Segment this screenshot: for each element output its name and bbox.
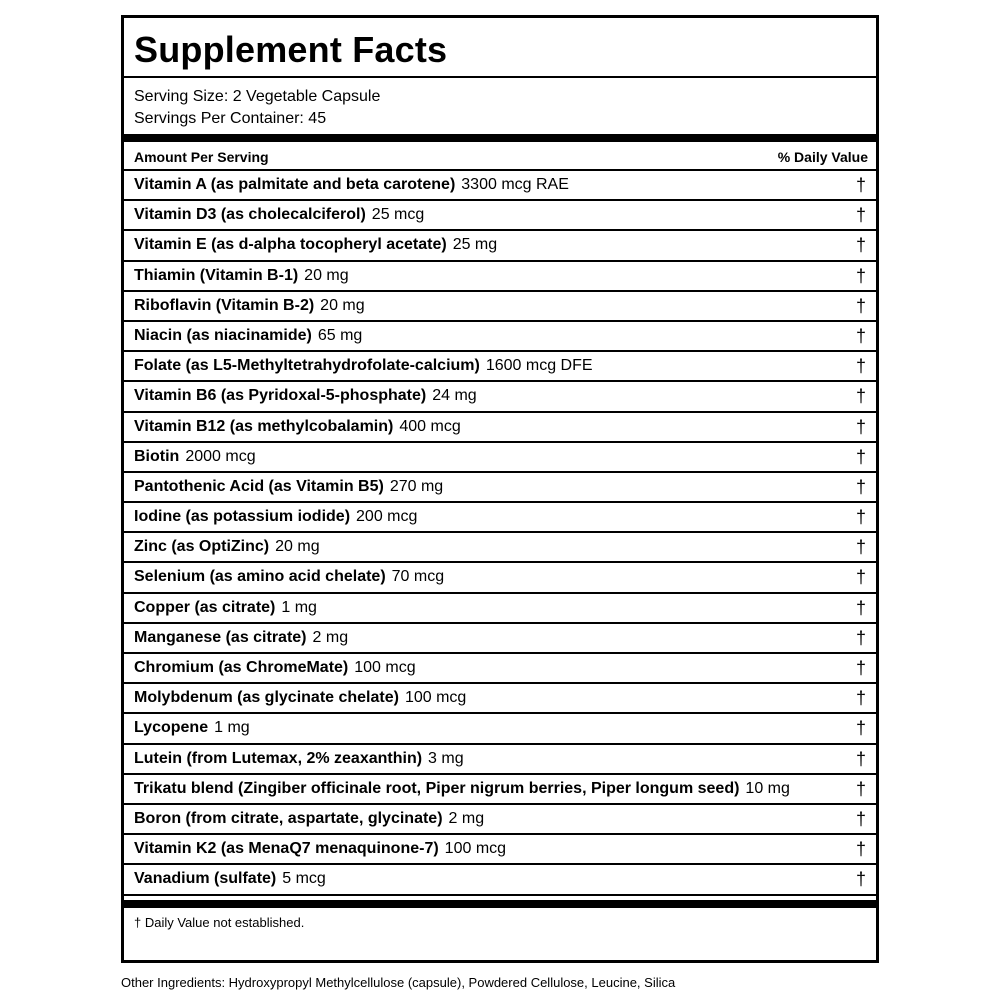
nutrient-amount: 100 mcg	[444, 840, 507, 858]
nutrient-name: Vitamin A (as palmitate and beta carotene)	[134, 176, 456, 193]
nutrient-amount: 3 mg	[428, 749, 464, 767]
nutrient-row	[124, 473, 876, 503]
nutrient-amount: 20 mg	[304, 266, 349, 284]
nutrient-daily-value: †	[855, 446, 866, 467]
nutrient-daily-value: †	[855, 416, 866, 437]
nutrient-name-group	[134, 201, 424, 229]
nutrient-name-group	[134, 292, 365, 320]
other-ingredients: Other Ingredients: Hydroxypropyl Methylcellulose (capsule), Powdered Cellulose, Leucine, Silica	[121, 975, 676, 990]
amount-per-serving-header: Amount Per Serving	[134, 149, 269, 165]
serving-size: Serving Size: 2 Vegetable Capsule	[134, 88, 381, 105]
nutrient-row	[124, 563, 876, 593]
nutrient-name: Vitamin D3 (as cholecalciferol)	[134, 206, 366, 224]
nutrient-amount: 10 mg	[745, 779, 790, 797]
nutrient-amount: 70 mcg	[391, 568, 445, 586]
nutrient-amount: 65 mg	[317, 326, 363, 344]
nutrient-daily-value: †	[855, 658, 866, 678]
nutrient-amount: 270 mg	[389, 477, 444, 495]
nutrient-row	[124, 201, 876, 231]
nutrient-daily-value: †	[855, 476, 866, 497]
nutrient-daily-value: †	[855, 597, 866, 618]
nutrient-name-group	[134, 443, 256, 471]
nutrient-name: Lycopene	[134, 719, 209, 737]
nutrient-name: Vitamin E (as d-alpha tocopheryl acetate)	[134, 236, 447, 254]
nutrient-row	[124, 503, 876, 533]
nutrient-name: Boron (from citrate, aspartate, glycinate)	[134, 809, 443, 827]
nutrient-name: Chromium (as ChromeMate)	[134, 659, 349, 676]
nutrient-name-group	[134, 594, 317, 622]
nutrient-amount: 25 mg	[452, 236, 498, 254]
nutrient-amount: 5 mcg	[282, 870, 326, 888]
nutrient-name-group	[134, 382, 477, 410]
nutrient-name: Vitamin K2 (as MenaQ7 menaquinone-7)	[134, 840, 439, 858]
nutrient-daily-value: †	[855, 205, 866, 226]
nutrient-name-group	[134, 654, 416, 682]
nutrient-amount: 2000 mcg	[185, 447, 256, 465]
nutrient-daily-value: †	[855, 688, 866, 709]
nutrient-amount: 2 mg	[448, 809, 485, 827]
nutrient-list	[124, 171, 876, 896]
nutrient-row	[124, 654, 876, 684]
nutrient-daily-value: †	[855, 567, 866, 588]
nutrient-row	[124, 262, 876, 292]
nutrient-daily-value: †	[855, 325, 866, 346]
nutrient-row	[124, 594, 876, 624]
nutrient-name: Niacin (as niacinamide)	[134, 326, 312, 344]
nutrient-daily-value: †	[855, 718, 866, 739]
thick-divider-bottom	[124, 900, 876, 908]
nutrient-name-group	[134, 563, 444, 591]
nutrient-row	[124, 684, 876, 714]
nutrient-name: Manganese (as citrate)	[134, 628, 307, 646]
nutrient-daily-value: †	[855, 537, 866, 558]
nutrient-amount: 1 mg	[214, 719, 250, 737]
nutrient-row	[124, 382, 876, 412]
nutrient-amount: 200 mcg	[356, 508, 418, 526]
nutrient-name-group	[134, 805, 484, 833]
nutrient-name: Folate (as L5-Methyltetrahydrofolate-calcium)	[134, 357, 480, 375]
nutrient-row	[124, 413, 876, 443]
nutrient-name-group	[134, 413, 461, 441]
nutrient-amount: 2 mg	[312, 628, 349, 646]
nutrient-name-group	[134, 352, 593, 380]
nutrient-daily-value: †	[855, 235, 866, 256]
nutrient-row	[124, 352, 876, 382]
nutrient-name-group	[134, 835, 506, 863]
nutrient-name: Molybdenum (as glycinate chelate)	[134, 689, 399, 707]
nutrient-name: Selenium (as amino acid chelate)	[134, 568, 386, 586]
supplement-facts-panel	[121, 15, 879, 963]
serving-info	[134, 86, 380, 130]
title-divider	[124, 76, 876, 78]
nutrient-row	[124, 533, 876, 563]
nutrient-amount: 1 mg	[281, 598, 317, 616]
nutrient-amount: 400 mcg	[399, 417, 461, 435]
nutrient-row	[124, 835, 876, 865]
nutrient-amount: 100 mcg	[404, 689, 467, 707]
nutrient-name: Trikatu blend (Zingiber officinale root, Piper nigrum berries, Piper longum seed)	[134, 779, 740, 797]
nutrient-row	[124, 775, 876, 805]
nutrient-row	[124, 745, 876, 775]
nutrient-amount: 3300 mcg RAE	[461, 176, 569, 193]
nutrient-daily-value: †	[855, 748, 866, 769]
nutrient-name-group	[134, 262, 349, 290]
servings-per-container: Servings Per Container: 45	[134, 110, 327, 127]
nutrient-amount: 24 mg	[432, 387, 477, 405]
nutrient-name-group	[134, 865, 326, 893]
nutrient-row	[124, 292, 876, 322]
nutrient-row	[124, 624, 876, 654]
nutrient-name-group	[134, 624, 348, 652]
nutrient-row	[124, 231, 876, 261]
nutrient-amount: 25 mcg	[371, 206, 425, 224]
column-header	[134, 146, 868, 168]
nutrient-name-group	[134, 775, 790, 803]
thick-divider-top	[124, 134, 876, 142]
nutrient-daily-value: †	[855, 869, 866, 890]
nutrient-name: Vitamin B12 (as methylcobalamin)	[134, 417, 394, 435]
nutrient-name: Vanadium (sulfate)	[134, 870, 277, 888]
nutrient-name-group	[134, 171, 569, 199]
nutrient-name: Thiamin (Vitamin B-1)	[134, 266, 299, 284]
nutrient-daily-value: †	[855, 808, 866, 829]
nutrient-name: Zinc (as OptiZinc)	[134, 538, 270, 556]
nutrient-name: Biotin	[134, 447, 180, 465]
nutrient-row	[124, 171, 876, 201]
nutrient-row	[124, 322, 876, 352]
nutrient-row	[124, 865, 876, 895]
nutrient-name-group	[134, 745, 464, 773]
nutrient-amount: 1600 mcg DFE	[485, 357, 593, 375]
nutrient-amount: 20 mg	[275, 538, 320, 556]
nutrient-daily-value: †	[855, 175, 866, 195]
nutrient-name-group	[134, 231, 497, 259]
nutrient-name-group	[134, 473, 443, 501]
nutrient-daily-value: †	[855, 839, 866, 860]
nutrient-row	[124, 443, 876, 473]
panel-title: Supplement Facts	[134, 29, 448, 70]
nutrient-name-group	[134, 714, 250, 742]
footnote: † Daily Value not established.	[134, 915, 305, 930]
nutrient-name: Iodine (as potassium iodide)	[134, 508, 351, 526]
nutrient-daily-value: †	[855, 507, 866, 528]
nutrient-name-group	[134, 503, 417, 531]
nutrient-name: Lutein (from Lutemax, 2% zeaxanthin)	[134, 749, 423, 767]
nutrient-daily-value: †	[855, 778, 866, 799]
nutrient-daily-value: †	[855, 295, 866, 316]
nutrient-amount: 20 mg	[320, 296, 365, 314]
nutrient-amount: 100 mcg	[354, 659, 416, 676]
nutrient-name: Riboflavin (Vitamin B-2)	[134, 296, 315, 314]
nutrient-daily-value: †	[855, 356, 866, 377]
nutrient-daily-value: †	[855, 386, 866, 407]
nutrient-name: Copper (as citrate)	[134, 598, 276, 616]
nutrient-name-group	[134, 533, 320, 561]
nutrient-row	[124, 805, 876, 835]
nutrient-row	[124, 714, 876, 744]
nutrient-name-group	[134, 322, 362, 350]
nutrient-name: Pantothenic Acid (as Vitamin B5)	[134, 477, 384, 495]
nutrient-daily-value: †	[855, 265, 866, 286]
nutrient-name-group	[134, 684, 466, 712]
nutrient-name: Vitamin B6 (as Pyridoxal-5-phosphate)	[134, 387, 427, 405]
nutrient-daily-value: †	[855, 627, 866, 648]
daily-value-header: % Daily Value	[777, 149, 868, 165]
